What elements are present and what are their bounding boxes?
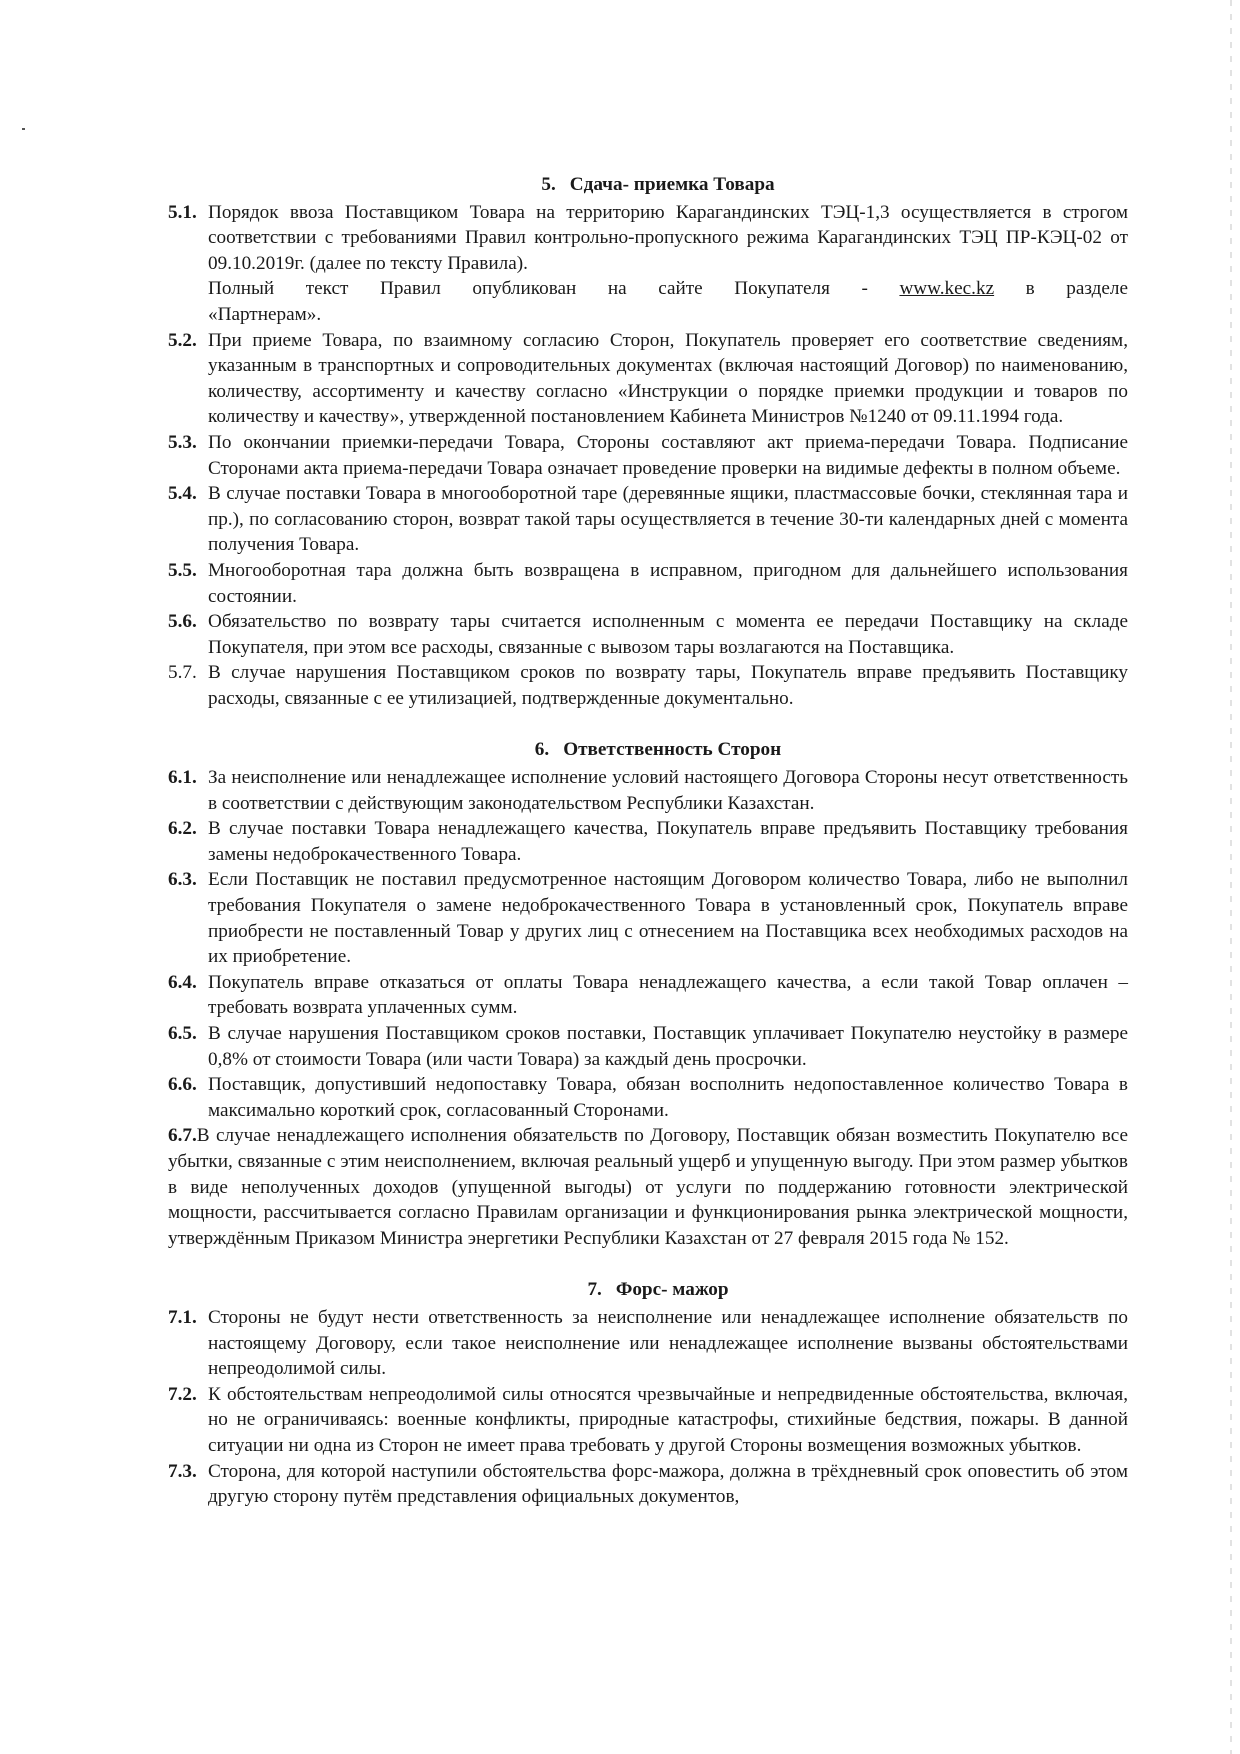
clause-number: 6.2. (168, 818, 197, 840)
clause-number: 5.6. (168, 611, 197, 633)
clause-text: В случае ненадлежащего исполнения обязательств по Договору, Поставщик обязан возместить Покупателю все убытки, связанные с этим неисполнением, включая реальный ущерб и упущенную выгоду. При этом размер убытков в виде неполученных доходов (упущенной выгоды) от услуги по поддержанию готовности электрической мощности, рассчитывается согласно Правилам организации и функционирования рынка электрической мощности, утверждённым Приказом Министра энергетики Республики Казахстан от 27 февраля 2015 года № 152. (168, 1125, 1128, 1249)
clause-5-1 (168, 200, 1128, 328)
section-title: Форс- мажор (615, 1279, 729, 1301)
clause-7-1 (168, 1305, 1128, 1382)
clause-5-3 (168, 430, 1128, 481)
clause-text: В случае нарушения Поставщиком сроков поставки, Поставщик уплачивает Покупателю неустойку в размере 0,8% от стоимости Товара (или части Товара) за каждый день просрочки. (208, 1023, 1128, 1070)
clause-number: 5.2. (168, 329, 197, 351)
clause-number: 5.5. (168, 559, 197, 581)
clause-6-1 (168, 765, 1128, 816)
section-number: 5. (541, 174, 556, 195)
section-7 (168, 1277, 1128, 1509)
section-heading (168, 737, 1128, 763)
scan-edge-mark (1230, 0, 1232, 1754)
clause-5-6 (168, 609, 1128, 660)
clause-number: 6.4. (168, 971, 197, 993)
clause-7-3 (168, 1459, 1128, 1510)
section-title: Ответственность Сторон (563, 739, 782, 761)
clause-text: Покупатель вправе отказаться от оплаты Товара ненадлежащего качества, а если такой Товар оплачен – требовать возврата уплаченных сумм. (208, 971, 1128, 1019)
clause-number: 5.1. (168, 201, 197, 223)
section-5 (168, 172, 1128, 711)
clause-5-7 (168, 660, 1128, 711)
clause-7-2 (168, 1382, 1128, 1459)
section-heading (168, 172, 1128, 198)
clause-text: Обязательство по возврату тары считается исполненным с момента ее передачи Поставщику на складе Покупателя, при этом все расходы, связанные с вывозом тары возлагаются на Поставщика. (208, 611, 1128, 658)
clause-text: По окончании приемки-передачи Товара, Стороны составляют акт приема-передачи Товара. Подписание Сторонами акта приема-передачи Товара означает проведение проверки на видимые дефекты в полном объеме. (208, 431, 1128, 479)
section-6 (168, 737, 1128, 1251)
clause-number: 6.6. (168, 1074, 197, 1096)
clause-text: В случае поставки Товара в многооборотной таре (деревянные ящики, пластмассовые бочки, стеклянная тара и пр.), по согласованию сторон, возврат такой тары осуществляется в течение 30-ти календарных дней с момента получения Товара. (208, 483, 1128, 556)
clause-text: Многооборотная тара должна быть возвращена в исправном, пригодном для дальнейшего использования состоянии. (208, 559, 1128, 607)
clause-number: 6.3. (168, 869, 197, 891)
clause-extra (208, 276, 1128, 302)
clause-text: Если Поставщик не поставил предусмотренное настоящим Договором количество Товара, либо не выполнил требования Покупателя о замене недоброкачественного Товара в установленный срок, Покупатель вправе приобрести не поставленный Товар у других лиц с отнесением на Поставщика всех необходимых расходов на их приобретение. (208, 869, 1128, 968)
clause-6-3 (168, 867, 1128, 969)
website-link[interactable]: www.kec.kz (899, 278, 995, 300)
clause-text: К обстоятельствам непреодолимой силы относятся чрезвычайные и непредвиденные обстоятельства, включая, но не ограничиваясь: военные конфликты, природные катастрофы, стихийные бедствия, пожары. В данной ситуации ни одна из Сторон не имеет права требовать у другой Стороны возмещения возможных убытков. (208, 1383, 1128, 1456)
clause-5-2 (168, 328, 1128, 430)
clause-text: Сторона, для которой наступили обстоятельства форс-мажора, должна в трёхдневный срок оповестить об этом другую сторону путём представления официальных документов, (208, 1460, 1128, 1508)
clause-number: 7.3. (168, 1460, 197, 1482)
clause-6-5 (168, 1021, 1128, 1072)
clause-text: В случае поставки Товара ненадлежащего качества, Покупатель вправе предъявить Поставщику требования замены недоброкачественного Товара. (208, 818, 1128, 865)
clause-6-2 (168, 816, 1128, 867)
clause-text: Порядок ввоза Поставщиком Товара на территорию Карагандинских ТЭЦ-1,3 осуществляется в строгом соответствии с требованиями Правил контрольно-пропускного режима Карагандинских ТЭЦ ПР-КЭЦ-02 от 09.10.2019г. (далее по тексту Правила). (208, 201, 1128, 274)
clause-extra-after-2: «Партнерам». (208, 303, 322, 325)
clause-text: Поставщик, допустивший недопоставку Товара, обязан восполнить недопоставленное количество Товара в максимально короткий срок, согласованный Сторонами. (208, 1074, 1128, 1121)
section-number: 7. (587, 1279, 602, 1301)
clause-extra-before: Полный текст Правил опубликован на сайте Покупателя - (208, 278, 868, 300)
clause-6-6 (168, 1072, 1128, 1123)
clause-number: 7.2. (168, 1383, 197, 1405)
clause-text: В случае нарушения Поставщиком сроков по возврату тары, Покупатель вправе предъявить Поставщику расходы, связанные с ее утилизацией, подтвержденные документально. (208, 662, 1128, 709)
clause-extra-after-1: в разделе (1025, 278, 1129, 300)
scan-speck (22, 128, 25, 130)
clause-text: При приеме Товара, по взаимному согласию Сторон, Покупатель проверяет его соответствие сведениям, указанным в транспортных и сопроводительных документах (включая настоящий Договор) по наименованию, количеству, ассортименту и качеству согласно «Инструкции о порядке приемки продукции и товаров по количеству и качеству», утвержденной постановлением Кабинета Министров №1240 от 09.11.1994 года. (208, 329, 1128, 428)
section-heading (168, 1277, 1128, 1303)
clause-number: 7.1. (168, 1306, 197, 1328)
clause-number: 5.4. (168, 483, 197, 505)
clause-number: 6.7. (168, 1125, 197, 1147)
section-title: Сдача- приемка Товара (569, 174, 775, 195)
clause-number: 5.7. (168, 662, 197, 684)
clause-text: За неисполнение или ненадлежащее исполнение условий настоящего Договора Стороны несут ответственность в соответствии с действующим законодательством Республики Казахстан. (208, 767, 1128, 814)
clause-5-5 (168, 558, 1128, 609)
clause-number: 6.5. (168, 1023, 197, 1044)
clause-text: Стороны не будут нести ответственность за неисполнение или ненадлежащее исполнение обязательств по настоящему Договору, если такое неисполнение или ненадлежащее исполнение вызваны обстоятельствами непреодолимой силы. (208, 1306, 1128, 1380)
clause-number: 6.1. (168, 767, 197, 789)
clause-6-7 (168, 1123, 1128, 1251)
clause-5-4 (168, 481, 1128, 558)
section-number: 6. (534, 739, 550, 761)
document-page (168, 172, 1128, 1510)
clause-6-4 (168, 970, 1128, 1021)
clause-number: 5.3. (168, 431, 197, 453)
